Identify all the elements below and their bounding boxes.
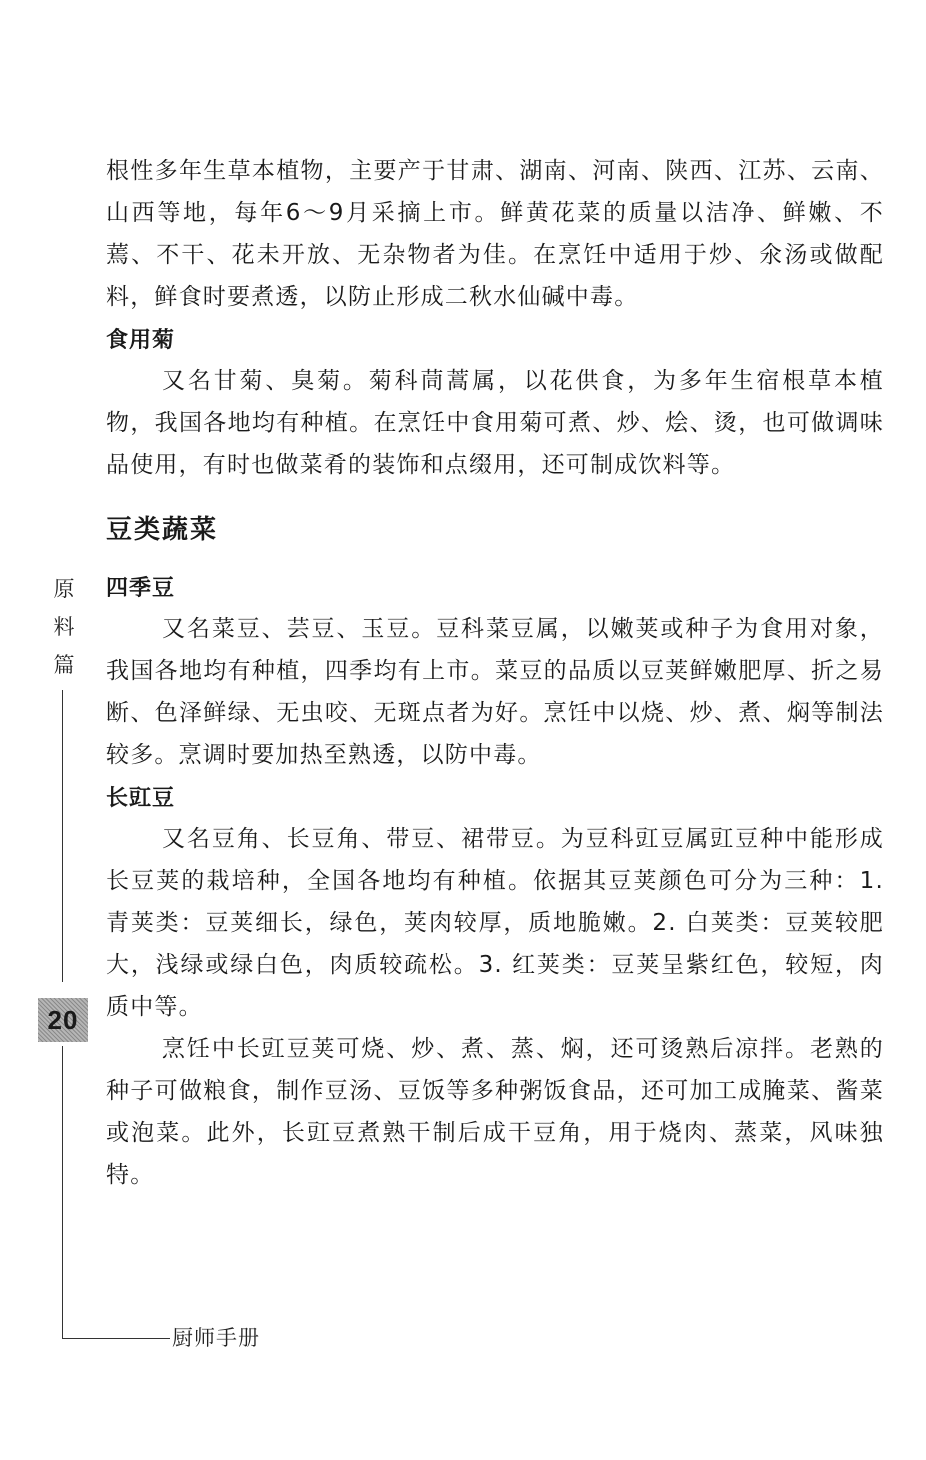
side-label-char-2: 料 bbox=[53, 615, 75, 639]
paragraph-changjiangdou-cooking: 烹饪中长豇豆荚可烧、炒、煮、蒸、焖，还可烫熟后凉拌。老熟的种子可做粮食，制作豆汤、豆饭等多种粥饭食品，还可加工成腌菜、酱菜或泡菜。此外，长豇豆煮熟干制后成干豆角，用于烧肉、蒸菜，风味独特。 bbox=[106, 1036, 884, 1188]
page-number-badge bbox=[38, 998, 88, 1042]
page-number: 20 bbox=[47, 1004, 79, 1035]
paragraph-sijidou: 又名菜豆、芸豆、玉豆。豆科菜豆属，以嫩荚或种子为食用对象，我国各地均有种植，四季均有上市。菜豆的品质以豆荚鲜嫩肥厚、折之易断、色泽鲜绿、无虫咬、无斑点者为好。烹饪中以烧、炒、煮、焖等制法较多。烹调时要加热至熟透，以防中毒。 bbox=[106, 616, 884, 768]
footer-rule bbox=[62, 1338, 170, 1339]
section-heading-doulei: 豆类蔬菜 bbox=[106, 515, 219, 545]
paragraph-changjiangdou-varieties: 又名豆角、长豆角、带豆、裙带豆。为豆科豇豆属豇豆种中能形成长豆荚的栽培种，全国各地均有种植。依据其豆荚颜色可分为三种：1. 青荚类：豆荚细长，绿色，荚肉较厚，质地脆嫩。2. 白荚类：豆荚较肥大，浅绿或绿白色，肉质较疏松。3. 红荚类：豆荚呈紫红色，较短，肉质中等。 bbox=[106, 826, 884, 1020]
subheading-shiyongju: 食用菊 bbox=[106, 328, 176, 353]
footer-book-title: 厨师手册 bbox=[172, 1326, 260, 1350]
main-text-column bbox=[106, 150, 884, 1196]
side-label-char-3: 篇 bbox=[53, 653, 75, 677]
subheading-changjiangdou: 长豇豆 bbox=[106, 786, 176, 811]
side-rail-line-bottom bbox=[62, 1046, 63, 1338]
subheading-sijidou: 四季豆 bbox=[106, 576, 176, 601]
paragraph-huanghuacai-continued: 根性多年生草本植物，主要产于甘肃、湖南、河南、陕西、江苏、云南、山西等地，每年6～9月采摘上市。鲜黄花菜的质量以洁净、鲜嫩、不蔫、不干、花未开放、无杂物者为佳。在烹饪中适用于炒、氽汤或做配料，鲜食时要煮透，以防止形成二秋水仙碱中毒。 bbox=[106, 158, 884, 310]
side-rail-line-top bbox=[62, 690, 63, 982]
paragraph-shiyongju: 又名甘菊、臭菊。菊科茼蒿属，以花供食，为多年生宿根草本植物，我国各地均有种植。在烹饪中食用菊可煮、炒、烩、烫，也可做调味品使用，有时也做菜肴的装饰和点缀用，还可制成饮料等。 bbox=[106, 368, 884, 478]
side-label-char-1: 原 bbox=[53, 577, 75, 601]
